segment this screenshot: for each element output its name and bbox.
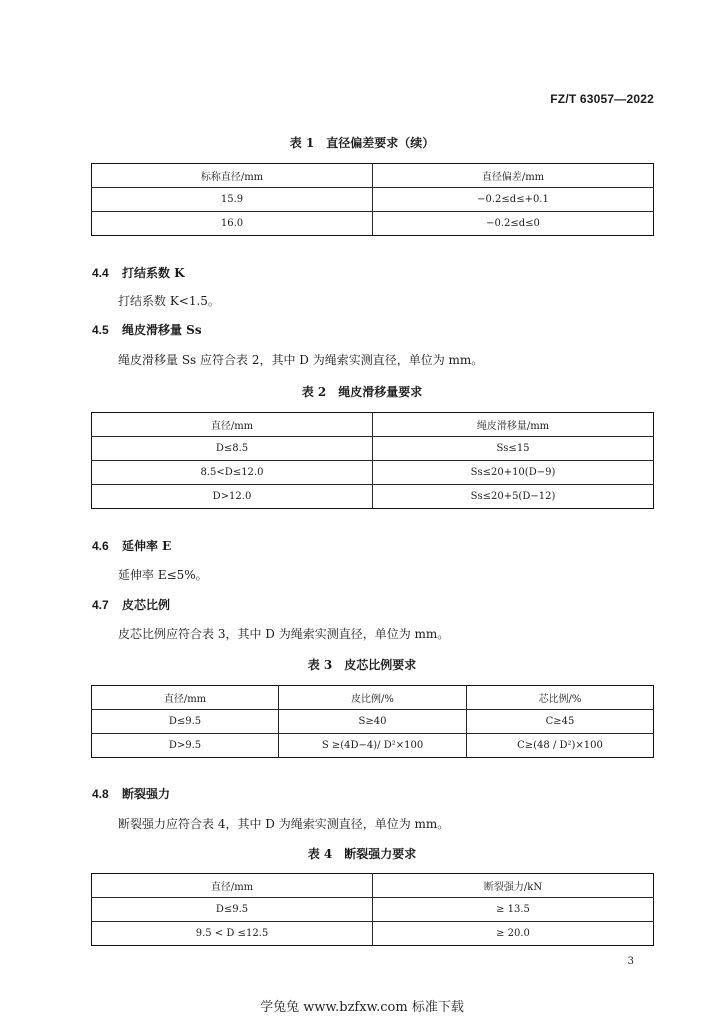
table-cell: 8.5<D≤12.0 (92, 461, 373, 485)
section-number: 4.4 (92, 266, 109, 280)
table-header-cell: 皮比例/% (279, 686, 467, 710)
table-cell: Ss≤15 (373, 437, 654, 461)
section-4-7-heading (92, 596, 170, 613)
section-4-7-body: 皮芯比例应符合表 3，其中 D 为绳索实测直径，单位为 mm。 (118, 627, 450, 641)
table-cell: C≥45 (467, 710, 654, 734)
table-row (92, 461, 654, 485)
table-header-cell: 直径/mm (92, 686, 279, 710)
table-row (92, 734, 654, 758)
section-4-8-heading (92, 785, 170, 802)
table-cell: 16.0 (92, 212, 373, 236)
footer-watermark: 学兔兔 www.bzfxw.com 标准下载 (260, 1000, 464, 1015)
section-4-4-body: 打结系数 K<1.5。 (118, 294, 220, 308)
table-cell: ≥ 20.0 (373, 922, 654, 946)
section-4-6-body: 延伸率 E≤5%。 (118, 568, 208, 582)
section-number: 4.7 (92, 598, 109, 612)
table-row (92, 164, 654, 188)
table-cell: S ≥(4D−4)/ D²×100 (279, 734, 467, 758)
table-row (92, 212, 654, 236)
table-cell: −0.2≤d≤+0.1 (373, 188, 654, 212)
table-row (92, 437, 654, 461)
table-header-cell: 芯比例/% (467, 686, 654, 710)
table-3 (91, 685, 654, 758)
section-title: 延伸率 E (122, 539, 172, 553)
table-cell: D>9.5 (92, 734, 279, 758)
table-cell: ≥ 13.5 (373, 898, 654, 922)
table-row (92, 686, 654, 710)
table-3-title: 表 3 皮芯比例要求 (307, 658, 417, 672)
table-cell: D≤9.5 (92, 710, 279, 734)
table-row (92, 188, 654, 212)
table-4 (91, 873, 654, 946)
table-1-title: 表 1 直径偏差要求（续） (289, 136, 435, 150)
table-row (92, 874, 654, 898)
section-4-8-body: 断裂强力应符合表 4，其中 D 为绳索实测直径，单位为 mm。 (118, 817, 450, 831)
table-cell: D≤8.5 (92, 437, 373, 461)
table-cell: D≤9.5 (92, 898, 373, 922)
table-cell: −0.2≤d≤0 (373, 212, 654, 236)
table-row (92, 413, 654, 437)
table-cell: S≥40 (279, 710, 467, 734)
table-row (92, 922, 654, 946)
table-cell: 15.9 (92, 188, 373, 212)
section-title: 断裂强力 (122, 787, 171, 801)
table-cell: C≥(48 / D²)×100 (467, 734, 654, 758)
table-header-cell: 直径/mm (92, 874, 373, 898)
table-row (92, 898, 654, 922)
section-4-4-heading (92, 264, 185, 281)
table-row (92, 485, 654, 509)
table-header-cell: 断裂强力/kN (373, 874, 654, 898)
section-4-5-heading (92, 321, 202, 338)
section-number: 4.5 (92, 323, 109, 337)
table-header-cell: 标称直径/mm (92, 164, 373, 188)
section-title: 打结系数 K (122, 266, 185, 280)
table-header-cell: 直径偏差/mm (373, 164, 654, 188)
table-2-title: 表 2 绳皮滑移量要求 (301, 385, 423, 399)
table-header-cell: 绳皮滑移量/mm (373, 413, 654, 437)
section-4-6-heading (92, 537, 171, 554)
table-cell: D>12.0 (92, 485, 373, 509)
table-row (92, 710, 654, 734)
table-1 (91, 163, 654, 236)
page-number: 3 (627, 956, 634, 967)
table-cell: Ss≤20+5(D−12) (373, 485, 654, 509)
section-title: 皮芯比例 (122, 598, 171, 612)
section-title: 绳皮滑移量 Ss (122, 323, 202, 337)
table-cell: Ss≤20+10(D−9) (373, 461, 654, 485)
section-number: 4.8 (92, 787, 109, 801)
table-4-title: 表 4 断裂强力要求 (307, 847, 417, 861)
section-number: 4.6 (92, 539, 109, 553)
table-cell: 9.5 < D ≤12.5 (92, 922, 373, 946)
table-header-cell: 直径/mm (92, 413, 373, 437)
section-4-5-body: 绳皮滑移量 Ss 应符合表 2，其中 D 为绳索实测直径，单位为 mm。 (118, 353, 484, 367)
table-2 (91, 412, 654, 509)
standard-code: FZ/T 63057—2022 (550, 92, 654, 106)
